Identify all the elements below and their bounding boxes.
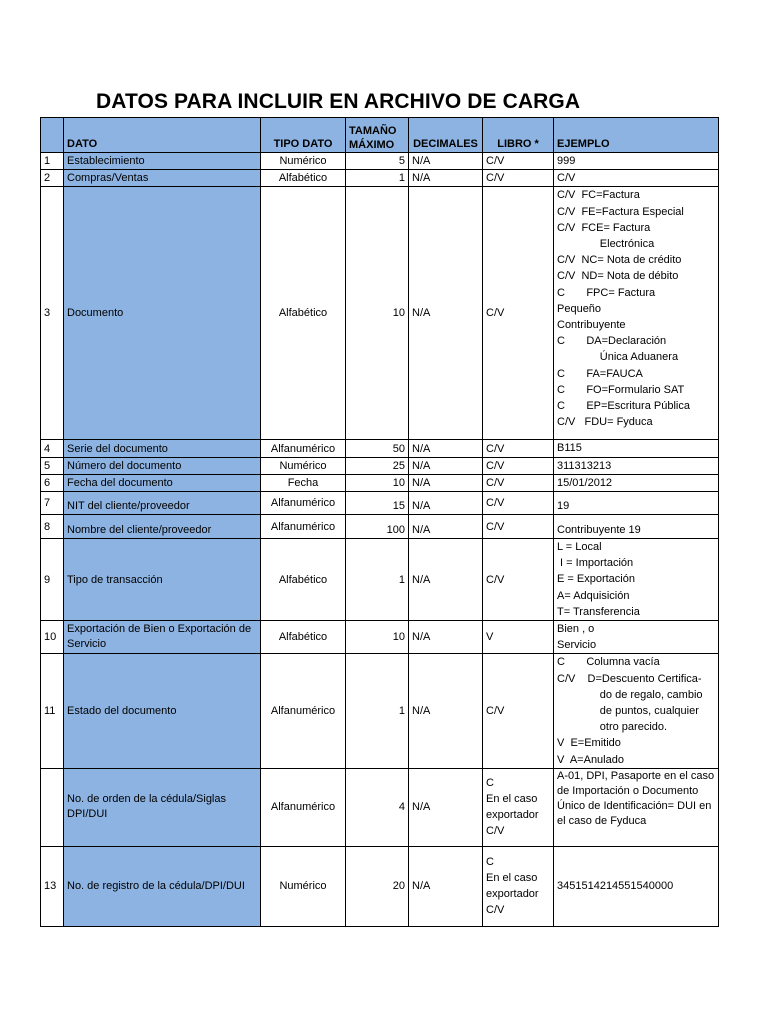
field-example: C/V: [554, 170, 719, 187]
table-row: [41, 187, 719, 440]
field-name: Compras/Ventas: [64, 170, 261, 187]
field-max-size: 50: [346, 440, 409, 457]
field-example: 3451514214551540000: [554, 846, 719, 926]
field-type: Alfanumérico: [261, 654, 346, 768]
field-type: Alfabético: [261, 621, 346, 654]
field-name: Serie del documento: [64, 440, 261, 457]
field-type: Alfanumérico: [261, 768, 346, 846]
field-book: C/V: [483, 492, 554, 515]
field-example: Contribuyente 19: [554, 515, 719, 539]
field-name: Documento: [64, 187, 261, 440]
field-decimals: N/A: [409, 492, 483, 515]
field-type: Numérico: [261, 846, 346, 926]
field-decimals: N/A: [409, 457, 483, 474]
field-example: Bien , o Servicio: [554, 621, 719, 654]
row-number: 4: [41, 440, 64, 457]
field-name: NIT del cliente/proveedor: [64, 492, 261, 515]
field-type: Alfabético: [261, 539, 346, 621]
field-example: A-01, DPI, Pasaporte en el caso de Importación o Documento Único de Identificación= DUI en el caso de Fyduca: [554, 768, 719, 846]
row-number: 9: [41, 539, 64, 621]
table-row: [41, 492, 719, 515]
field-name: Nombre del cliente/proveedor: [64, 515, 261, 539]
field-decimals: N/A: [409, 187, 483, 440]
row-number: 13: [41, 846, 64, 926]
field-book: C/V: [483, 515, 554, 539]
field-example: L = Local I = Importación E = Exportación A= Adquisición T= Transferencia: [554, 539, 719, 621]
table-row: [41, 539, 719, 621]
field-book: C/V: [483, 654, 554, 768]
field-max-size: 15: [346, 492, 409, 515]
field-example: 19: [554, 492, 719, 515]
field-example: 999: [554, 153, 719, 170]
field-max-size: 25: [346, 457, 409, 474]
table-row: [41, 153, 719, 170]
row-number: 1: [41, 153, 64, 170]
field-name: No. de orden de la cédula/Siglas DPI/DUI: [64, 768, 261, 846]
field-type: Alfabético: [261, 170, 346, 187]
field-max-size: 10: [346, 187, 409, 440]
field-type: Alfanumérico: [261, 440, 346, 457]
field-name: Estado del documento: [64, 654, 261, 768]
field-max-size: 1: [346, 539, 409, 621]
col-header-tamano: TAMAÑO MÁXIMO: [346, 118, 409, 153]
field-max-size: 1: [346, 170, 409, 187]
field-max-size: 20: [346, 846, 409, 926]
header-row: [41, 118, 719, 153]
row-number: 10: [41, 621, 64, 654]
row-number: [41, 768, 64, 846]
col-header-libro: LIBRO *: [483, 118, 554, 153]
table-row: [41, 474, 719, 491]
field-type: Alfanumérico: [261, 492, 346, 515]
field-book: C En el caso exportador C/V: [483, 846, 554, 926]
field-example: C Columna vacía C/V D=Descuento Certifica- do de regalo, cambio de puntos, cualquier otro parecido. V E=Emitido V A=Anulado: [554, 654, 719, 768]
field-example: 15/01/2012: [554, 474, 719, 491]
field-example: 311313213: [554, 457, 719, 474]
field-book: V: [483, 621, 554, 654]
field-book: C/V: [483, 474, 554, 491]
field-decimals: N/A: [409, 621, 483, 654]
row-number: 8: [41, 515, 64, 539]
field-name: Tipo de transacción: [64, 539, 261, 621]
field-decimals: N/A: [409, 654, 483, 768]
field-max-size: 1: [346, 654, 409, 768]
row-number: 5: [41, 457, 64, 474]
col-header-tipo: TIPO DATO: [261, 118, 346, 153]
field-name: No. de registro de la cédula/DPI/DUI: [64, 846, 261, 926]
field-name: Fecha del documento: [64, 474, 261, 491]
table-row: [41, 440, 719, 457]
field-example: C/V FC=Factura C/V FE=Factura Especial C/V FCE= Factura Electrónica C/V NC= Nota de crédito C/V ND= Nota de débito C FPC= Factura Pequeño Contribuyente C DA=Declaración Única Aduanera C FA=FAUCA C FO=Formulario SAT C EP=Escritura Pública C/V FDU= Fyduca: [554, 187, 719, 440]
field-type: Fecha: [261, 474, 346, 491]
col-header-num: [41, 118, 64, 153]
table-row: [41, 846, 719, 926]
field-book: C/V: [483, 440, 554, 457]
field-name: Establecimiento: [64, 153, 261, 170]
field-max-size: 4: [346, 768, 409, 846]
field-name: Exportación de Bien o Exportación de Servicio: [64, 621, 261, 654]
table-row: [41, 654, 719, 768]
table-row: [41, 170, 719, 187]
col-header-ejemplo: EJEMPLO: [554, 118, 719, 153]
row-number: 7: [41, 492, 64, 515]
field-book: C/V: [483, 457, 554, 474]
col-header-dato: DATO: [64, 118, 261, 153]
field-book: C/V: [483, 153, 554, 170]
row-number: 3: [41, 187, 64, 440]
table-row: [41, 768, 719, 846]
field-example: B115: [554, 440, 719, 457]
field-decimals: N/A: [409, 440, 483, 457]
field-decimals: N/A: [409, 170, 483, 187]
field-type: Numérico: [261, 457, 346, 474]
field-decimals: N/A: [409, 539, 483, 621]
field-type: Alfanumérico: [261, 515, 346, 539]
data-table: [40, 117, 719, 927]
field-decimals: N/A: [409, 474, 483, 491]
field-decimals: N/A: [409, 515, 483, 539]
row-number: 11: [41, 654, 64, 768]
row-number: 6: [41, 474, 64, 491]
page-title: DATOS PARA INCLUIR EN ARCHIVO DE CARGA: [96, 90, 581, 113]
field-max-size: 100: [346, 515, 409, 539]
field-book: C/V: [483, 539, 554, 621]
field-max-size: 5: [346, 153, 409, 170]
field-type: Alfabético: [261, 187, 346, 440]
col-header-decimales: DECIMALES: [409, 118, 483, 153]
field-book: C En el caso exportador C/V: [483, 768, 554, 846]
field-max-size: 10: [346, 474, 409, 491]
table-row: [41, 515, 719, 539]
table-row: [41, 621, 719, 654]
field-type: Numérico: [261, 153, 346, 170]
field-decimals: N/A: [409, 768, 483, 846]
field-max-size: 10: [346, 621, 409, 654]
table-row: [41, 457, 719, 474]
row-number: 2: [41, 170, 64, 187]
field-decimals: N/A: [409, 153, 483, 170]
field-book: C/V: [483, 170, 554, 187]
field-book: C/V: [483, 187, 554, 440]
field-decimals: N/A: [409, 846, 483, 926]
field-name: Número del documento: [64, 457, 261, 474]
